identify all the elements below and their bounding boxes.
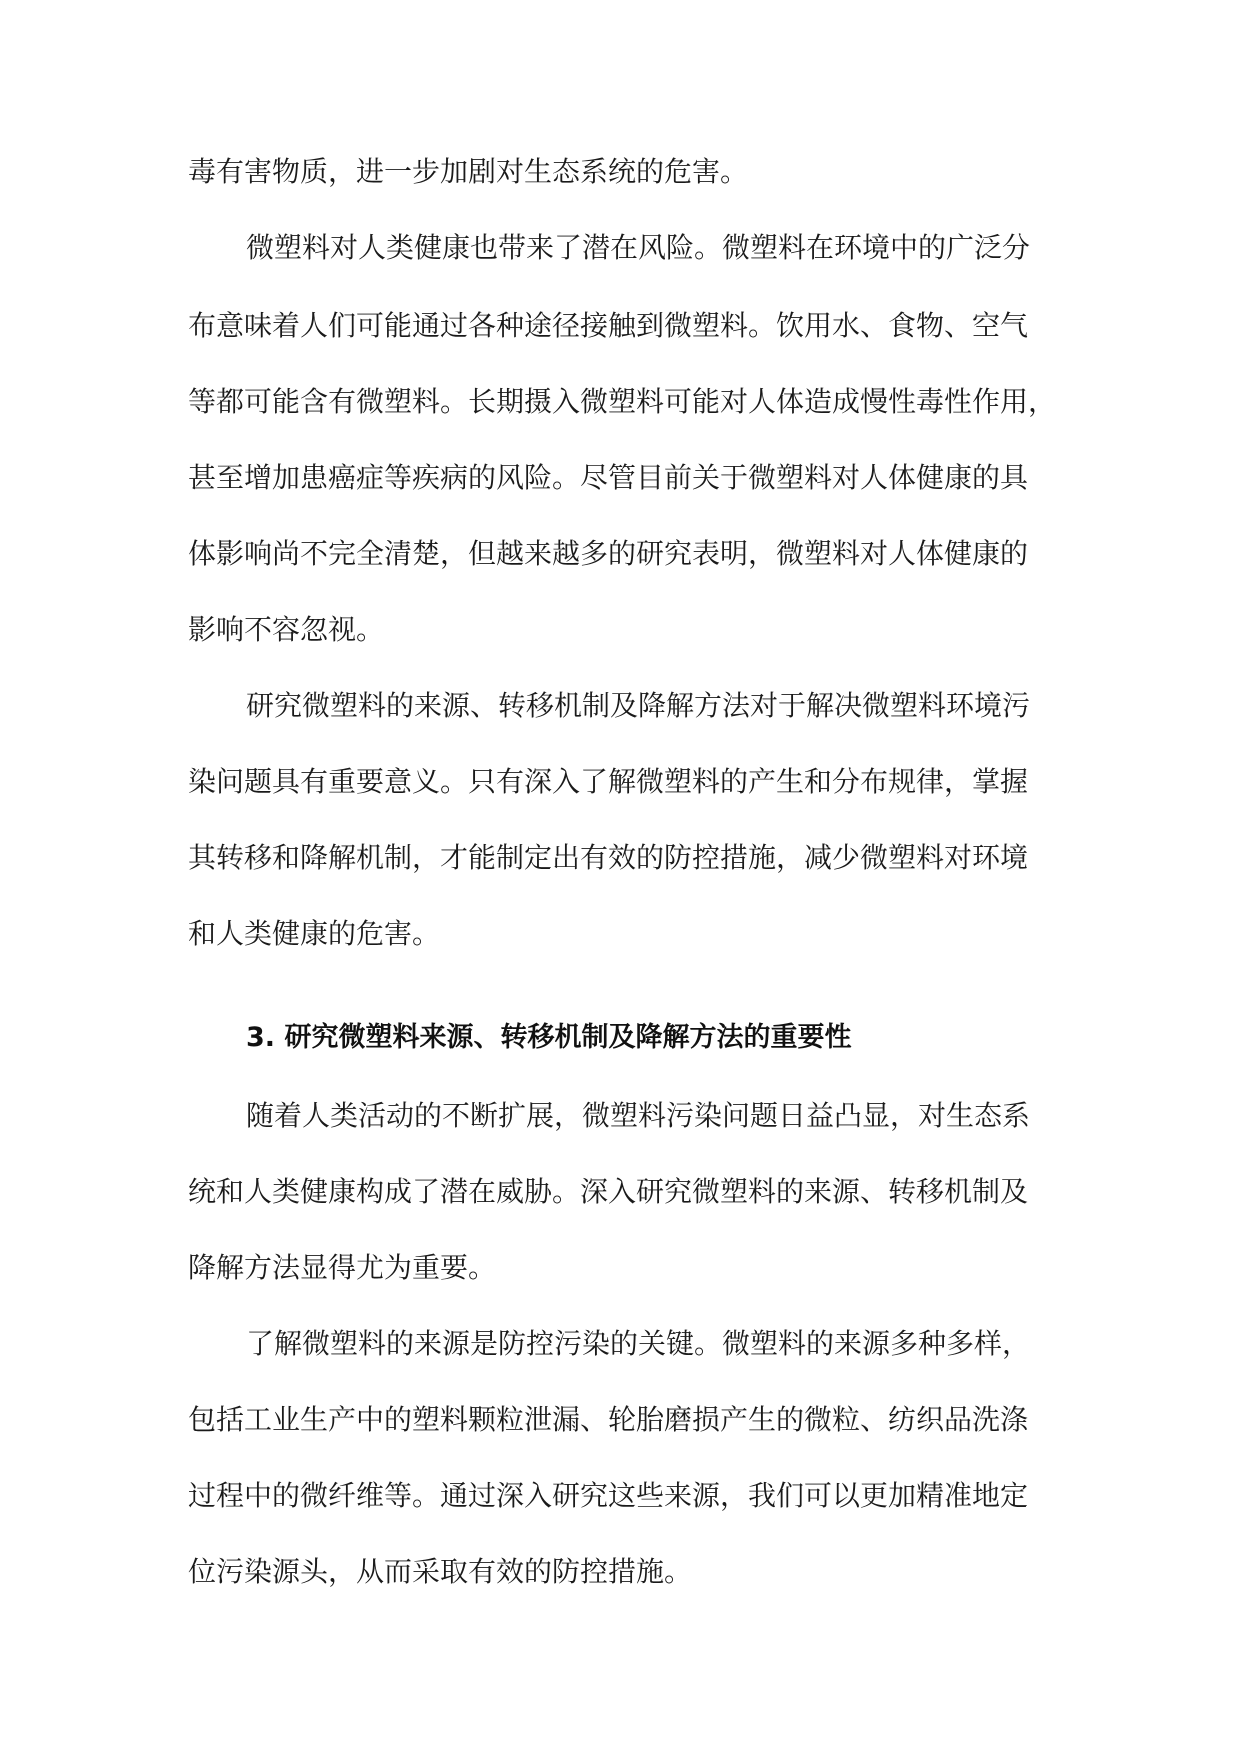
text-line: 布意味着人们可能通过各种途径接触到微塑料。饮用水、食物、空气 (188, 309, 1029, 342)
text-line: 甚至增加患癌症等疾病的风险。尽管目前关于微塑料对人体健康的具 (188, 461, 1029, 494)
text-line: 位污染源头，从而采取有效的防控措施。 (188, 1555, 693, 1588)
paragraph-first-line: 了解微塑料的来源是防控污染的关键。微塑料的来源多种多样， (246, 1327, 1031, 1360)
text-line: 包括工业生产中的塑料颗粒泄漏、轮胎磨损产生的微粒、纺织品洗涤 (188, 1403, 1029, 1436)
text-line: 其转移和降解机制，才能制定出有效的防控措施，减少微塑料对环境 (188, 841, 1029, 874)
text-line: 过程中的微纤维等。通过深入研究这些来源，我们可以更加精准地定 (188, 1479, 1029, 1512)
text-line: 和人类健康的危害。 (188, 917, 441, 950)
text-line: 体影响尚不完全清楚，但越来越多的研究表明，微塑料对人体健康的 (188, 537, 1029, 570)
text-line: 毒有害物质，进一步加剧对生态系统的危害。 (188, 155, 749, 188)
text-line: 统和人类健康构成了潜在威胁。深入研究微塑料的来源、转移机制及 (188, 1175, 1029, 1208)
text-line: 影响不容忽视。 (188, 613, 385, 646)
text-line: 染问题具有重要意义。只有深入了解微塑料的产生和分布规律，掌握 (188, 765, 1029, 798)
text-line: 降解方法显得尤为重要。 (188, 1251, 497, 1284)
section-heading: 3. 研究微塑料来源、转移机制及降解方法的重要性 (246, 1022, 852, 1053)
text-line: 等都可能含有微塑料。长期摄入微塑料可能对人体造成慢性毒性作用， (188, 385, 1057, 418)
paragraph-first-line: 研究微塑料的来源、转移机制及降解方法对于解决微塑料环境污 (246, 689, 1031, 722)
paragraph-first-line: 随着人类活动的不断扩展，微塑料污染问题日益凸显，对生态系 (246, 1099, 1031, 1132)
paragraph-first-line: 微塑料对人类健康也带来了潜在风险。微塑料在环境中的广泛分 (246, 231, 1031, 264)
